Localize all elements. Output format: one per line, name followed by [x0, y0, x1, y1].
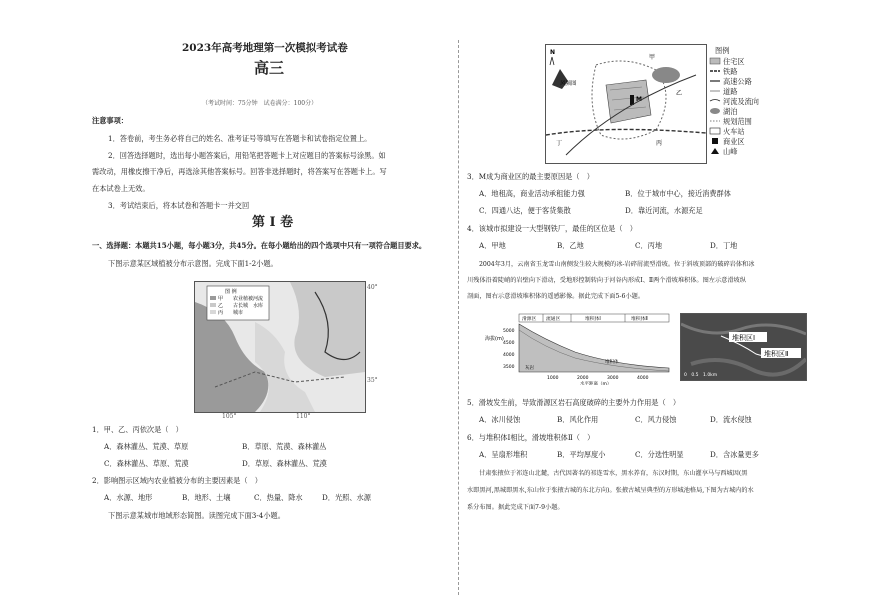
ytick: 5000 — [503, 329, 515, 334]
legend-label: 住宅区 — [723, 57, 745, 66]
column-divider — [458, 40, 459, 595]
profile-ylabel: 海拔(m) — [485, 336, 504, 342]
lon-label: 105° — [222, 413, 237, 420]
landslide-profile-svg — [485, 310, 675, 385]
lat-label: 40° — [367, 284, 378, 291]
question-option: B．草原、荒漠、森林灌丛 — [242, 442, 327, 451]
legend-label: 商业区 — [723, 137, 745, 146]
question-option: D．草原、森林灌丛、荒漠 — [242, 459, 327, 468]
xtick: 4000 — [637, 376, 649, 381]
question-option: A．水源、地形 — [104, 493, 153, 502]
exam-info: （考试时间：75分钟 试卷满分：100分） — [202, 100, 318, 107]
landslide-profile — [485, 310, 675, 385]
question-option: A．甲地 — [479, 241, 506, 250]
legend-label: 甲 — [218, 296, 224, 302]
question-option: A．森林灌丛、荒漠、草原 — [104, 442, 189, 451]
legend-label: 道路 — [723, 87, 738, 96]
lake — [652, 67, 680, 83]
remote-sensing-svg — [681, 314, 806, 380]
question-option: D．含冰量更多 — [710, 450, 759, 459]
intro-text: 2004年3月，云南省玉龙雪山南侧发生较大规模的冰-岩碎屑流型滑坡。位于斜坡顶部的破碎岩体和冰 — [479, 261, 755, 268]
vegetation-map — [194, 281, 366, 413]
intro-text: 川残体沿着陡峭的岩壁向下滑动，受地形控制转向于河谷内形成Ⅰ、Ⅱ两个滑坡堆积体。图左示意滑坡纵 — [467, 277, 746, 284]
remote-scale: 0 0.5 1.0km — [684, 373, 718, 378]
question-stem: 6．与堆积体Ⅰ相比，滑坡堆积体Ⅱ（ ） — [467, 433, 595, 442]
question-option: B．位于城市中心，接近消费群体 — [625, 189, 731, 198]
city-legend-title: 图例 — [715, 46, 730, 55]
notice-item: 1．答卷前，考生务必将自己的姓名、准考证号等填写在答题卡和试卷指定位置上。 — [108, 134, 372, 143]
question-stem: 5．滑坡发生前，导致滑源区岩石高度破碎的主要外力作用是（ ） — [467, 398, 681, 407]
question-option: B．风化作用 — [557, 415, 599, 424]
intro-text: 下图示意某区域植被分布示意图。完成下面1-2小题。 — [108, 259, 278, 268]
place-label: 甲 — [649, 54, 656, 61]
question-option: D．流水侵蚀 — [710, 415, 752, 424]
place-label: 乙 — [676, 90, 683, 97]
ytick: 3500 — [503, 365, 515, 370]
legend-label: 河流及流向 — [723, 97, 759, 106]
question-option: A．冰川侵蚀 — [479, 415, 521, 424]
question-option: D．靠近河流，水源充足 — [625, 206, 703, 215]
exam-title: 2023年高考地理第一次模拟考试卷 — [182, 42, 348, 54]
legend-swatches — [709, 56, 723, 168]
question-option: A．地租高，商业活动承租能力强 — [479, 189, 585, 198]
lon-label: 110° — [296, 413, 311, 420]
notice-item: 在本试卷上无效。 — [92, 184, 150, 193]
intro-text: 甘肃张掖位于祁连山北麓，古代因著名的祁连雪水，黑水养育，东汉时期，东山灌享马与西城因(黑 — [479, 470, 748, 477]
question-option: B．地形、土壤 — [182, 493, 231, 502]
legend-label: 城市 — [233, 310, 244, 316]
legend-label: 河流 — [253, 296, 264, 302]
wind-rose-label: 风频图 — [560, 81, 577, 87]
zone-label: 堆积体Ⅱ — [631, 317, 648, 322]
north-label: N — [550, 49, 556, 56]
question-option: D．丁地 — [710, 241, 738, 250]
legend-label: 水库 — [253, 303, 264, 309]
railway — [546, 129, 706, 135]
notice-heading: 注意事项： — [92, 116, 128, 125]
map-legend-title: 图 例 — [225, 289, 237, 295]
remote-zone-2: 堆积区Ⅱ — [764, 350, 789, 358]
zone-label: 堆积体Ⅰ — [585, 317, 601, 322]
intro-text: 剖面，图右示意滑坡堆积体的遥感影像。据此完成下面5-6小题。 — [467, 293, 645, 300]
question-option: B．乙地 — [557, 241, 584, 250]
question-option: D．光照、水源 — [322, 493, 371, 502]
place-label: 丙 — [656, 140, 663, 147]
commercial-district — [630, 95, 634, 105]
ytick: 4000 — [503, 353, 515, 358]
notice-item: 2．回答选择题时，选出每小题答案后，用铅笔把答题卡上对应题目的答案标号涂黑。如 — [108, 151, 386, 160]
question-option: A．呈扇形堆积 — [479, 450, 528, 459]
xtick: 1000 — [547, 376, 559, 381]
intro-text: 系分布图。据此完成下面7-9小题。 — [467, 504, 564, 511]
profile-label-bed: 堆积体 — [605, 360, 619, 365]
intro-text: 下图示意某城市地域形态简图。读图完成下面3-4小题。 — [108, 511, 285, 520]
legend-label: 古长城 — [233, 303, 249, 309]
notice-item: 需改动，用橡皮擦干净后，再选涂其他答案标号。回答非选择题时，将答案写在答题卡上。写 — [92, 167, 387, 176]
question-option: C．风力侵蚀 — [635, 415, 677, 424]
zone-label: 流通区 — [546, 317, 561, 322]
question-option: C．丙地 — [635, 241, 663, 250]
place-label: 丁 — [556, 140, 563, 147]
legend-label: 湖泊 — [723, 107, 738, 116]
part-title: 第 Ⅰ 卷 — [252, 215, 294, 230]
intro-text: 水即黑河,黑城即黑水,东山位于张掖古城的东北方向)。张掖古城呈典型的方形城池格局,下图为古城内的水 — [467, 487, 754, 494]
question-stem: 4．该城市拟建设一大型钢铁厂，最佳的区位是（ ） — [467, 224, 637, 233]
question-stem: 3．M成为商业区的最主要原因是（ ） — [467, 172, 594, 181]
xtick: 2000 — [577, 376, 589, 381]
remote-zone-1: 堆积区Ⅰ — [732, 334, 756, 342]
legend-label: 铁路 — [723, 67, 738, 76]
question-option: B．平均厚度小 — [557, 450, 606, 459]
city-map-svg — [546, 45, 706, 163]
question-option: C．四通八达，便于客货集散 — [479, 206, 571, 215]
legend-label: 山峰 — [723, 147, 738, 156]
question-stem: 1．甲、乙、丙依次是（ ） — [92, 425, 183, 434]
lat-label: 35° — [367, 377, 378, 384]
point-M: M — [636, 96, 642, 103]
legend-label: 乙 — [218, 303, 224, 309]
zone-label: 滑源区 — [522, 317, 537, 322]
grade-label: 高三 — [254, 59, 285, 77]
legend-label: 丙 — [218, 310, 224, 316]
question-option: C．分选性明显 — [635, 450, 684, 459]
question-option: C．森林灌丛、草原、荒漠 — [104, 459, 189, 468]
question-stem: 2．影响图示区域内农业植被分布的主要因素是（ ） — [92, 476, 262, 485]
city-map — [545, 44, 707, 164]
notice-item: 3．考试结束后，将本试卷和答题卡一并交回 — [108, 201, 250, 210]
profile-xlabel: 水平距离（m） — [580, 382, 612, 385]
legend-label: 高速公路 — [723, 77, 752, 86]
legend-label: 规划范围 — [723, 117, 752, 126]
xtick: 3000 — [607, 376, 619, 381]
section-instruction: 一、选择题：本题共15小题，每小题3分，共45分。在每小题给出的四个选项中只有一项符合题目要求。 — [92, 241, 427, 250]
vegetation-map-svg — [195, 282, 365, 412]
legend-label: 农业植被 — [233, 296, 254, 302]
profile-label-rock: 灰岩 — [525, 366, 534, 371]
slope-profile — [519, 324, 669, 372]
legend-label: 火车站 — [723, 127, 745, 136]
north-arrow-icon — [550, 57, 554, 65]
remote-sensing-image — [680, 313, 807, 381]
question-option: C．热量、降水 — [254, 493, 303, 502]
ytick: 4500 — [503, 341, 515, 346]
